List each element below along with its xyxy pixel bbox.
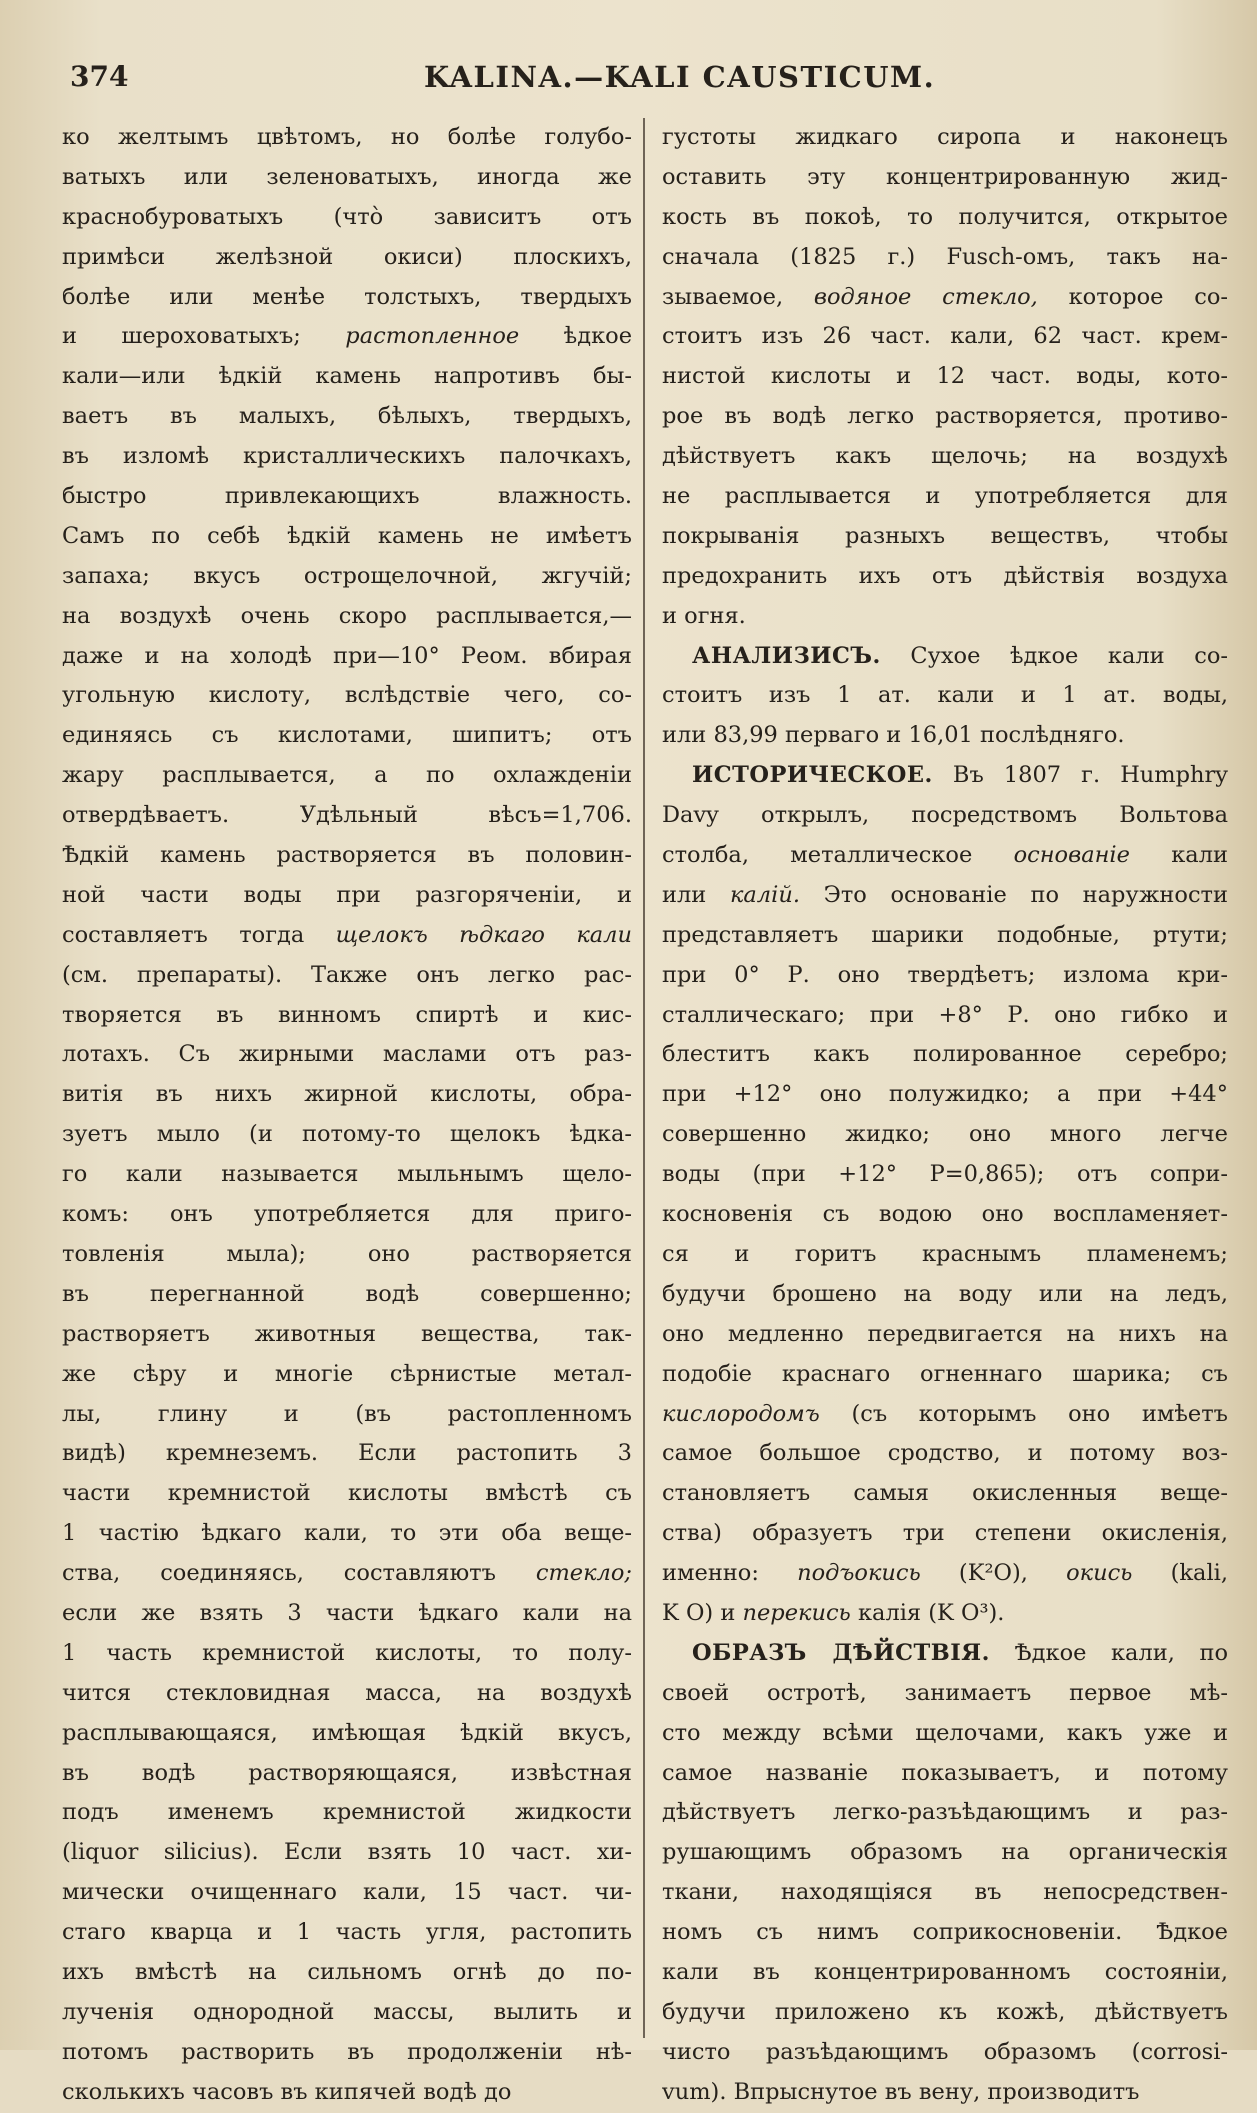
text-line: отвердѣваетъ. Удѣльный вѣсъ=1,706. xyxy=(62,802,632,829)
text-line: воды (при +12° Р=0,865); отъ сопри- xyxy=(662,1161,1228,1188)
text-line: Самъ по себѣ ѣдкій камень не имѣетъ xyxy=(62,522,632,549)
text-line: растворяетъ животныя вещества, так- xyxy=(62,1320,632,1347)
text-line: именно: подъокись (K²O), окись (kali, xyxy=(662,1560,1228,1587)
text-line: будучи приложено къ кожѣ, дѣйствуетъ xyxy=(662,1998,1228,2025)
text-line: густоты жидкаго сиропа и наконецъ xyxy=(662,124,1228,150)
text-line: въ перегнанной водѣ совершенно; xyxy=(62,1280,632,1307)
text-line: ваетъ въ малыхъ, бѣлыхъ, твердыхъ, xyxy=(62,403,632,430)
text-line: го кали называется мыльнымъ щело- xyxy=(62,1161,632,1188)
page-number: 374 xyxy=(70,60,129,93)
italic-term: растопленное xyxy=(345,323,520,350)
text-line: ства) образуетъ три степени окисленія, xyxy=(662,1520,1228,1547)
text-line: въ водѣ растворяющаяся, извѣстная xyxy=(62,1759,632,1786)
text-line: сначала (1825 г.) Fusch-омъ, такъ на- xyxy=(662,243,1228,270)
text-line: чится стекловидная масса, на воздухѣ xyxy=(62,1679,632,1706)
text-line: части кремнистой кислоты вмѣстѣ съ xyxy=(62,1480,632,1507)
text-line: лы, глину и (въ растопленномъ xyxy=(62,1400,632,1427)
text-line: или калій. Это основаніе по наружности xyxy=(662,881,1228,908)
text-line: стаго кварца и 1 часть угля, растопить xyxy=(62,1919,632,1946)
text-line: мически очищеннаго кали, 15 част. чи- xyxy=(62,1879,632,1906)
text-line: становляетъ самыя окисленныя веще- xyxy=(662,1480,1228,1507)
text-line: на воздухѣ очень скоро расплывается,— xyxy=(62,602,632,629)
text-line: единяясь съ кислотами, шипитъ; отъ xyxy=(62,722,632,749)
text-line: АНАЛИЗИСЪ. Сухое ѣдкое кали со- xyxy=(692,642,1228,669)
text-line: представляетъ шарики подобные, ртути; xyxy=(662,921,1228,948)
text-line: даже и на холодѣ при—10° Реом. вбирая xyxy=(62,642,632,669)
text-line: нистой кислоты и 12 част. воды, кото- xyxy=(662,363,1228,390)
text-line: краснобуроватыхъ (что̀ зависитъ отъ xyxy=(62,203,632,230)
text-line: ткани, находящіяся въ непосредствен- xyxy=(662,1879,1228,1906)
section-heading: ИСТОРИЧЕСКОЕ. xyxy=(692,762,933,789)
text-line: Davy открылъ, посредствомъ Вольтова xyxy=(662,802,1228,829)
text-line: самое большое сродство, и потому воз- xyxy=(662,1440,1228,1467)
text-line: кость въ покоѣ, то получится, открытое xyxy=(662,203,1228,230)
text-line: угольную кислоту, вслѣдствіе чего, со- xyxy=(62,682,632,709)
text-line: кислородомъ (съ которымъ оно имѣетъ xyxy=(662,1400,1228,1427)
text-line: предохранить ихъ отъ дѣйствія воздуха xyxy=(662,562,1228,589)
italic-term: щелокъ ѣдкаго кали xyxy=(335,921,632,948)
text-line: ной части воды при разгоряченіи, и xyxy=(62,881,632,908)
text-line: примѣси желѣзной окиси) плоскихъ, xyxy=(62,243,632,270)
italic-term: калій. xyxy=(729,881,800,908)
text-line: зываемое, водяное стекло, которое со- xyxy=(662,283,1228,310)
text-line: ся и горитъ краснымъ пламенемъ; xyxy=(662,1240,1228,1267)
text-line: чисто разъѣдающимъ образомъ (corrosi- xyxy=(662,2038,1228,2065)
text-line: ства, соединяясь, составляютъ стекло; xyxy=(62,1560,632,1587)
text-line: ко желтымъ цвѣтомъ, но болѣе голубо- xyxy=(62,124,632,150)
text-line: столба, металлическое основаніе кали xyxy=(662,842,1228,869)
section-heading: АНАЛИЗИСЪ. xyxy=(692,642,881,669)
text-line: ИСТОРИЧЕСКОЕ. Въ 1807 г. Humphry xyxy=(692,762,1228,789)
text-line: кали—или ѣдкій камень напротивъ бы- xyxy=(62,363,632,390)
text-line: лотахъ. Съ жирными маслами отъ раз- xyxy=(62,1041,632,1068)
italic-term: водяное стекло, xyxy=(813,283,1038,310)
text-line: товленія мыла); оно растворяется xyxy=(62,1240,632,1267)
text-line: витія въ нихъ жирной кислоты, обра- xyxy=(62,1081,632,1108)
text-line: видѣ) кремнеземъ. Если растопить 3 xyxy=(62,1440,632,1467)
text-line: или 83,99 перваго и 16,01 послѣдняго. xyxy=(662,722,1125,749)
text-line: творяется въ винномъ спиртѣ и кис- xyxy=(62,1001,632,1028)
text-line: подъ именемъ кремнистой жидкости xyxy=(62,1799,632,1826)
text-line: своей остротѣ, занимаетъ первое мѣ- xyxy=(662,1679,1228,1706)
text-line: (см. препараты). Также онъ легко рас- xyxy=(62,961,632,988)
italic-term: основаніе xyxy=(1013,842,1130,869)
italic-term: подъокись xyxy=(797,1560,921,1587)
column-divider xyxy=(643,118,645,2038)
text-line: стоитъ изъ 1 ат. кали и 1 ат. воды, xyxy=(662,682,1228,709)
text-line: при +12° оно полужидко; а при +44° xyxy=(662,1081,1228,1108)
text-line: не расплывается и употребляется для xyxy=(662,483,1228,510)
text-line: блеститъ какъ полированное серебро; xyxy=(662,1041,1228,1068)
text-line: 1 часть кремнистой кислоты, то полу- xyxy=(62,1639,632,1666)
text-line: составляетъ тогда щелокъ ѣдкаго кали xyxy=(62,921,632,948)
text-line: ватыхъ или зеленоватыхъ, иногда же xyxy=(62,163,632,190)
text-line: рушающимъ образомъ на органическія xyxy=(662,1839,1228,1866)
text-line: Ѣдкій камень растворяется въ половин- xyxy=(62,842,632,869)
italic-term: стекло; xyxy=(535,1560,632,1587)
text-line: въ изломѣ кристаллическихъ палочкахъ, xyxy=(62,443,632,470)
text-line: при 0° Р. оно твердѣетъ; излома кри- xyxy=(662,961,1228,988)
text-line: K O) и перекись калія (K O³). xyxy=(662,1599,1005,1626)
text-line: если же взять 3 части ѣдкаго кали на xyxy=(62,1599,632,1626)
text-line: запаха; вкусъ острощелочной, жгучій; xyxy=(62,562,632,589)
section-heading: ОБРАЗЪ ДѢЙСТВІЯ. xyxy=(692,1639,990,1666)
text-line: лученія однородной массы, вылить и xyxy=(62,1998,632,2025)
text-line: быстро привлекающихъ влажность. xyxy=(62,483,632,510)
text-line: ихъ вмѣстѣ на сильномъ огнѣ до по- xyxy=(62,1958,632,1985)
text-line: косновенія съ водою оно воспламеняет- xyxy=(662,1201,1228,1228)
text-line: и шероховатыхъ; растопленное ѣдкое xyxy=(62,323,632,350)
text-line: сто между всѣми щелочами, какъ уже и xyxy=(662,1719,1228,1746)
text-line: рое въ водѣ легко растворяется, противо- xyxy=(662,403,1228,430)
text-line: расплывающаяся, имѣющая ѣдкій вкусъ, xyxy=(62,1719,632,1746)
text-line: покрыванія разныхъ веществъ, чтобы xyxy=(662,522,1228,549)
text-line: оставить эту концентрированную жид- xyxy=(662,163,1228,190)
right-column xyxy=(662,118,1228,2113)
text-line: кали въ концентрированномъ состояніи, xyxy=(662,1958,1228,1985)
text-line: сталлическаго; при +8° Р. оно гибко и xyxy=(662,1001,1228,1028)
text-line: 1 частію ѣдкаго кали, то эти оба веще- xyxy=(62,1520,632,1547)
text-line: же сѣру и многіе сѣрнистые метал- xyxy=(62,1360,632,1387)
text-line: зуетъ мыло (и потому-то щелокъ ѣдка- xyxy=(62,1121,632,1148)
text-line: будучи брошено на воду или на ледъ, xyxy=(662,1280,1228,1307)
text-line: совершенно жидко; оно много легче xyxy=(662,1121,1228,1148)
text-line: болѣе или менѣе толстыхъ, твердыхъ xyxy=(62,283,632,310)
text-line: дѣйствуетъ какъ щелочь; на воздухѣ xyxy=(662,443,1228,470)
text-line: (liquor silicius). Если взять 10 част. хи- xyxy=(62,1839,632,1866)
text-line: комъ: онъ употребляется для приго- xyxy=(62,1201,632,1228)
text-line: подобіе краснаго огненнаго шарика; съ xyxy=(662,1360,1228,1387)
text-line: потомъ растворить въ продолженіи нѣ- xyxy=(62,2038,632,2065)
text-line: стоитъ изъ 26 част. кали, 62 част. крем- xyxy=(662,323,1228,350)
text-line: оно медленно передвигается на нихъ на xyxy=(662,1320,1228,1347)
text-line: номъ съ нимъ соприкосновеніи. Ѣдкое xyxy=(662,1919,1228,1946)
running-head: KALINA.—KALI CAUSTICUM. xyxy=(424,60,936,94)
italic-term: кислородомъ xyxy=(662,1400,820,1427)
left-column xyxy=(62,118,632,2113)
text-line: сколькихъ часовъ въ кипячей водѣ до xyxy=(62,2078,512,2105)
text-line: ОБРАЗЪ ДѢЙСТВІЯ. Ѣдкое кали, по xyxy=(692,1639,1228,1666)
italic-term: перекись xyxy=(742,1599,851,1626)
italic-term: окись xyxy=(1066,1560,1133,1587)
text-line: vum). Впрыснутое въ вену, производитъ xyxy=(662,2078,1140,2105)
text-line: жару расплывается, а по охлажденіи xyxy=(62,762,632,789)
text-line: и огня. xyxy=(662,602,746,629)
text-line: дѣйствуетъ легко-разъѣдающимъ и раз- xyxy=(662,1799,1228,1826)
page-header xyxy=(64,56,1224,100)
text-line: самое названіе показываетъ, и потому xyxy=(662,1759,1228,1786)
